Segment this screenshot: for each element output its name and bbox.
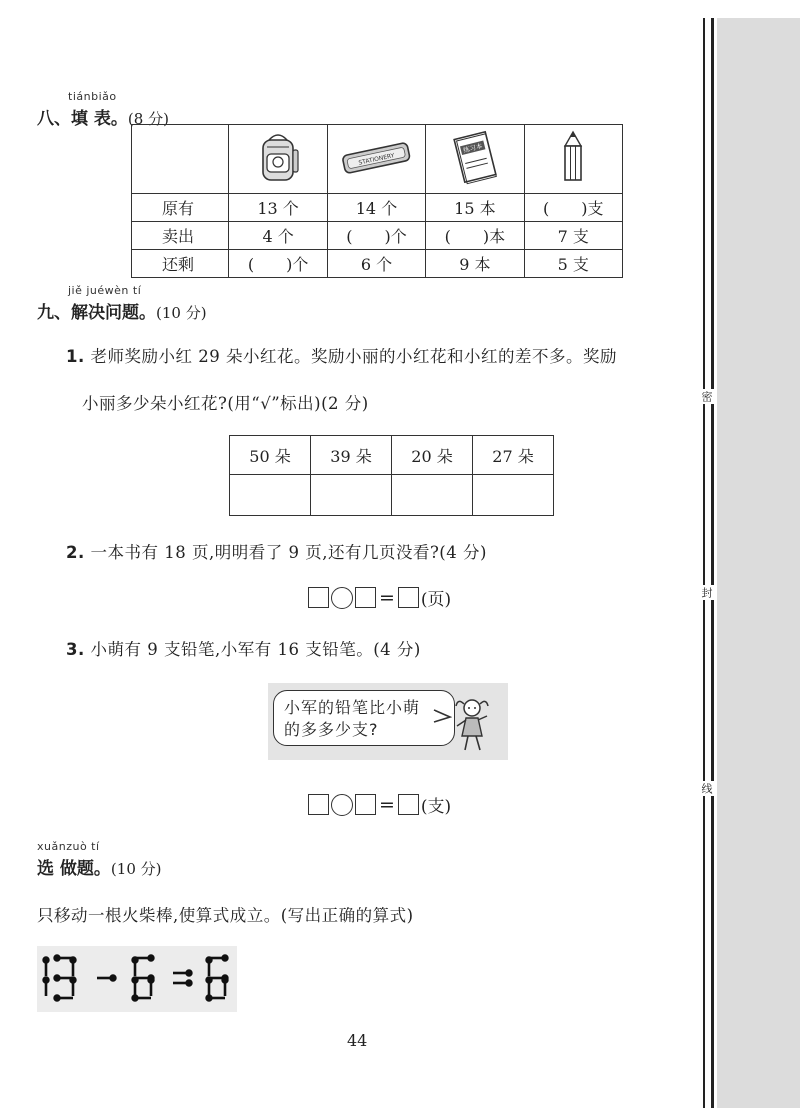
section8-title: 八、填 表。: [37, 109, 128, 129]
cell-pencil-remaining: 5 支: [524, 250, 622, 278]
cell-backpack-original: 13 个: [229, 194, 327, 222]
margin-label-sealed: 密: [697, 389, 715, 404]
notebook-cell: [426, 125, 524, 194]
q1-check-cell-50[interactable]: [230, 475, 311, 516]
bonus-heading: [37, 854, 161, 879]
table-row: [132, 194, 623, 222]
row-label-original: 原有: [132, 194, 229, 222]
cell-pencilcase-original: 14 个: [327, 194, 425, 222]
q2-equation: [308, 585, 451, 610]
cell-notebook-remaining: 9 本: [426, 250, 524, 278]
q2-answer-box-2[interactable]: [355, 587, 376, 608]
q1-check-cell-39[interactable]: [311, 475, 392, 516]
q2-line: [66, 539, 487, 563]
table-corner-cell: [132, 125, 229, 194]
q1-choice-table: [229, 435, 554, 516]
cell-pencilcase-remaining: 6 个: [327, 250, 425, 278]
margin-label-seal: 封: [697, 585, 715, 600]
table-row: [132, 222, 623, 250]
section9-title: 九、解决问题。: [37, 303, 156, 323]
q1-number: 1.: [66, 347, 85, 366]
row-label-remaining: 还剩: [132, 250, 229, 278]
q3-answer-box-1[interactable]: [308, 794, 329, 815]
binding-margin: [717, 18, 800, 1108]
pencil-cell: [524, 125, 622, 194]
bonus-points: (10 分): [110, 860, 162, 878]
q1-option-27: 27 朵: [473, 436, 554, 475]
cell-notebook-original: 15 本: [426, 194, 524, 222]
pencil-icon: [561, 130, 585, 184]
q2-unit: (页): [420, 590, 452, 610]
margin-label-line: 线: [697, 781, 715, 796]
cell-pencil-sold: 7 支: [524, 222, 622, 250]
q3-equation: [308, 792, 451, 817]
cell-backpack-sold: 4 个: [229, 222, 327, 250]
matchstick-equation-icon: [37, 946, 237, 1012]
q3-text: 小萌有 9 支铅笔,小军有 16 支铅笔。(4 分): [90, 640, 421, 659]
notebook-label: 练习本: [462, 142, 484, 155]
row-label-sold: 卖出: [132, 222, 229, 250]
q3-answer-box-2[interactable]: [355, 794, 376, 815]
answer-blank-pencil-original[interactable]: ( )支: [524, 194, 622, 222]
q1-line1: [66, 343, 617, 367]
backpack-icon: [253, 130, 303, 184]
q1-option-50: 50 朵: [230, 436, 311, 475]
section8-pinyin: tiánbiǎo: [68, 90, 117, 103]
answer-blank-notebook-sold[interactable]: ( )本: [426, 222, 524, 250]
margin-line-inner: [711, 18, 714, 1108]
q3-bubble-line1: 小军的铅笔比小萌: [284, 698, 421, 717]
q2-answer-box-1[interactable]: [308, 587, 329, 608]
q1-option-20: 20 朵: [392, 436, 473, 475]
table-row: [132, 250, 623, 278]
pencil-case-icon: [339, 137, 413, 177]
q3-answer-box-result[interactable]: [398, 794, 419, 815]
q3-equals-sign: =: [379, 793, 395, 816]
q2-answer-box-result[interactable]: [398, 587, 419, 608]
q2-number: 2.: [66, 543, 85, 562]
answer-blank-pencilcase-sold[interactable]: ( )个: [327, 222, 425, 250]
q3-operator-circle[interactable]: [331, 794, 353, 816]
section9-pinyin: jiě juéwèn tí: [68, 284, 142, 297]
bubble-tail-icon: [432, 708, 452, 726]
bonus-title: 选 做题。: [37, 859, 111, 879]
q1-option-39: 39 朵: [311, 436, 392, 475]
q1-check-cell-20[interactable]: [392, 475, 473, 516]
pencil-case-label: STATIONERY: [358, 152, 396, 167]
section9-points: (10 分): [156, 304, 207, 322]
margin-line-outer: [703, 18, 705, 1108]
bonus-pinyin: xuǎnzuò tí: [37, 840, 100, 853]
bonus-instruction: 只移动一根火柴棒,使算式成立。(写出正确的算式): [37, 906, 414, 925]
q3-number: 3.: [66, 640, 85, 659]
q3-bubble-line2: 的多多少支?: [284, 720, 379, 739]
backpack-cell: [229, 125, 327, 194]
section8-points: (8 分): [127, 110, 169, 128]
q1-text-line1: 老师奖励小红 29 朵小红花。奖励小丽的小红花和小红的差不多。奖励: [90, 347, 617, 366]
q3-line: [66, 636, 421, 660]
q2-text: 一本书有 18 页,明明看了 9 页,还有几页没看?(4 分): [90, 543, 487, 562]
notebook-icon: [450, 129, 500, 185]
q2-operator-circle[interactable]: [331, 587, 353, 609]
q3-unit: (支): [420, 797, 452, 817]
answer-blank-backpack-remaining[interactable]: ( )个: [229, 250, 327, 278]
q1-check-cell-27[interactable]: [473, 475, 554, 516]
page-number: 44: [347, 1031, 368, 1050]
q3-speech-bubble: [273, 690, 455, 746]
q2-equals-sign: =: [379, 586, 395, 609]
pencil-case-cell: [327, 125, 425, 194]
girl-character-icon: [452, 694, 492, 756]
fill-table: [131, 124, 623, 278]
section9-heading: [37, 298, 207, 323]
q1-text-line2: 小丽多少朵小红花?(用“√”标出)(2 分): [82, 394, 369, 413]
